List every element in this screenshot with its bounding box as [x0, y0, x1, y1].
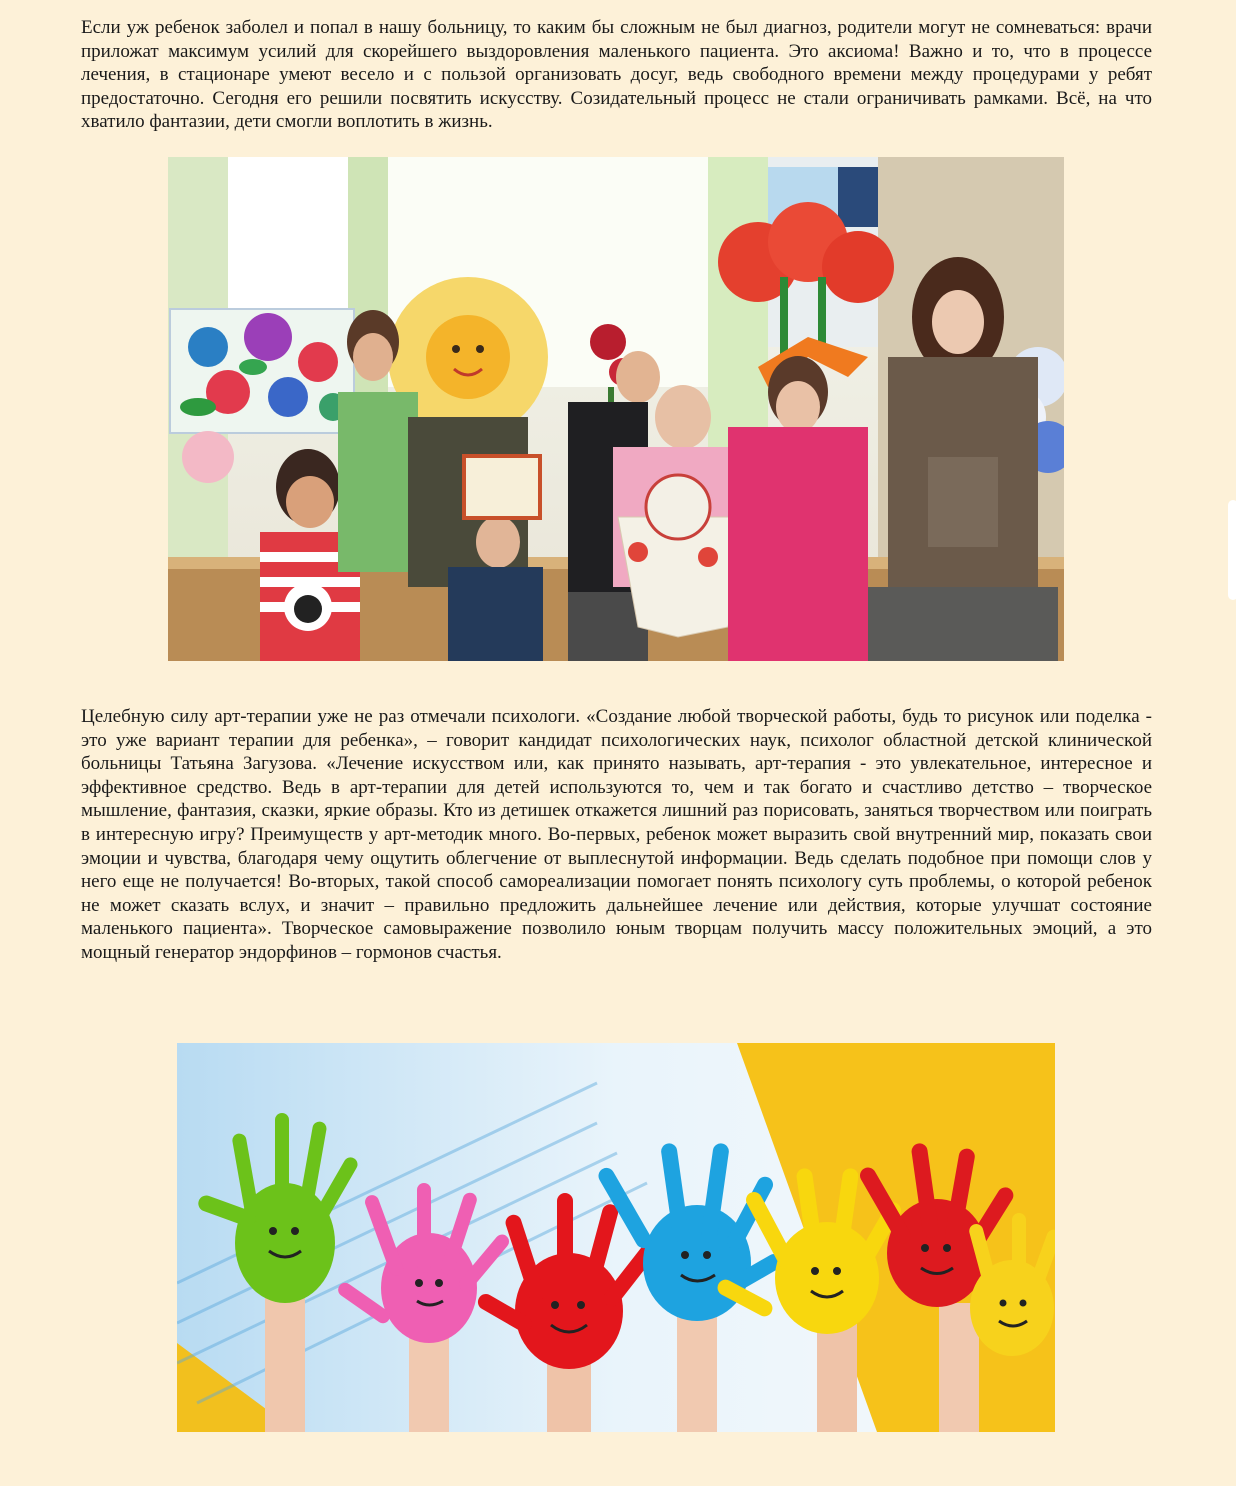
intro-paragraph: Если уж ребенок заболел и попал в нашу больницу, то каким бы сложным не был диагноз, родители могут не сомневаться: врачи приложат максимум усилий для скорейшего выздоровления маленького пациента. Это аксиома! Важно и то, что в процессе лечения, в стационаре умеют весело и с пользой организовать досуг, ведь свободного времени между процедурами у ребят предостаточно. Сегодня его решили посвятить искусству. Созидательный процесс не стали ограничивать рамками. Всё, на что хватило фантазии, дети смогли воплотить в жизнь.: [81, 17, 1152, 133]
art-therapy-paragraph: Целебную силу арт-терапии уже не раз отмечали психологи. «Создание любой творческой работы, будь то рисунок или поделка - это уже вариант терапии для ребенка», – говорит кандидат психологических наук, психолог областной детской клинической больницы Татьяна Загузова. «Лечение искусством или, как принято называть, арт-терапия - это увлекательное, интересное и эффективное средство. Ведь в арт-терапии для детей используются то, чем и так богато и счастливо детство – творческое мышление, фантазия, сказки, яркие образы. Кто из детишек откажется лишний раз порисовать, заняться творчеством или поиграть в интересную игру? Преимуществ у арт-методик много. Во-первых, ребенок может выразить свой внутренний мир, показать свои эмоции и чувства, благодаря чему ощутить облегчение от выплеснутой информации. Ведь сделать подобное при помощи слов у него еще не получается! Во-вторых, такой способ самореализации помогает понять психологу суть проблемы, о которой ребенок не может сказать вслух, и значит – правильно предложить дальнейшее лечение или действия, которые улучшат состояние маленького пациента». Творческое самовыражение позволило юным творцам получить массу положительных эмоций, а это мощный генератор эндорфинов – гормонов счастья.: [81, 706, 1152, 963]
painted-hands-photo: [177, 1043, 1055, 1432]
edge-artifact: [1228, 500, 1236, 600]
children-with-artwork-photo: [168, 157, 1064, 661]
